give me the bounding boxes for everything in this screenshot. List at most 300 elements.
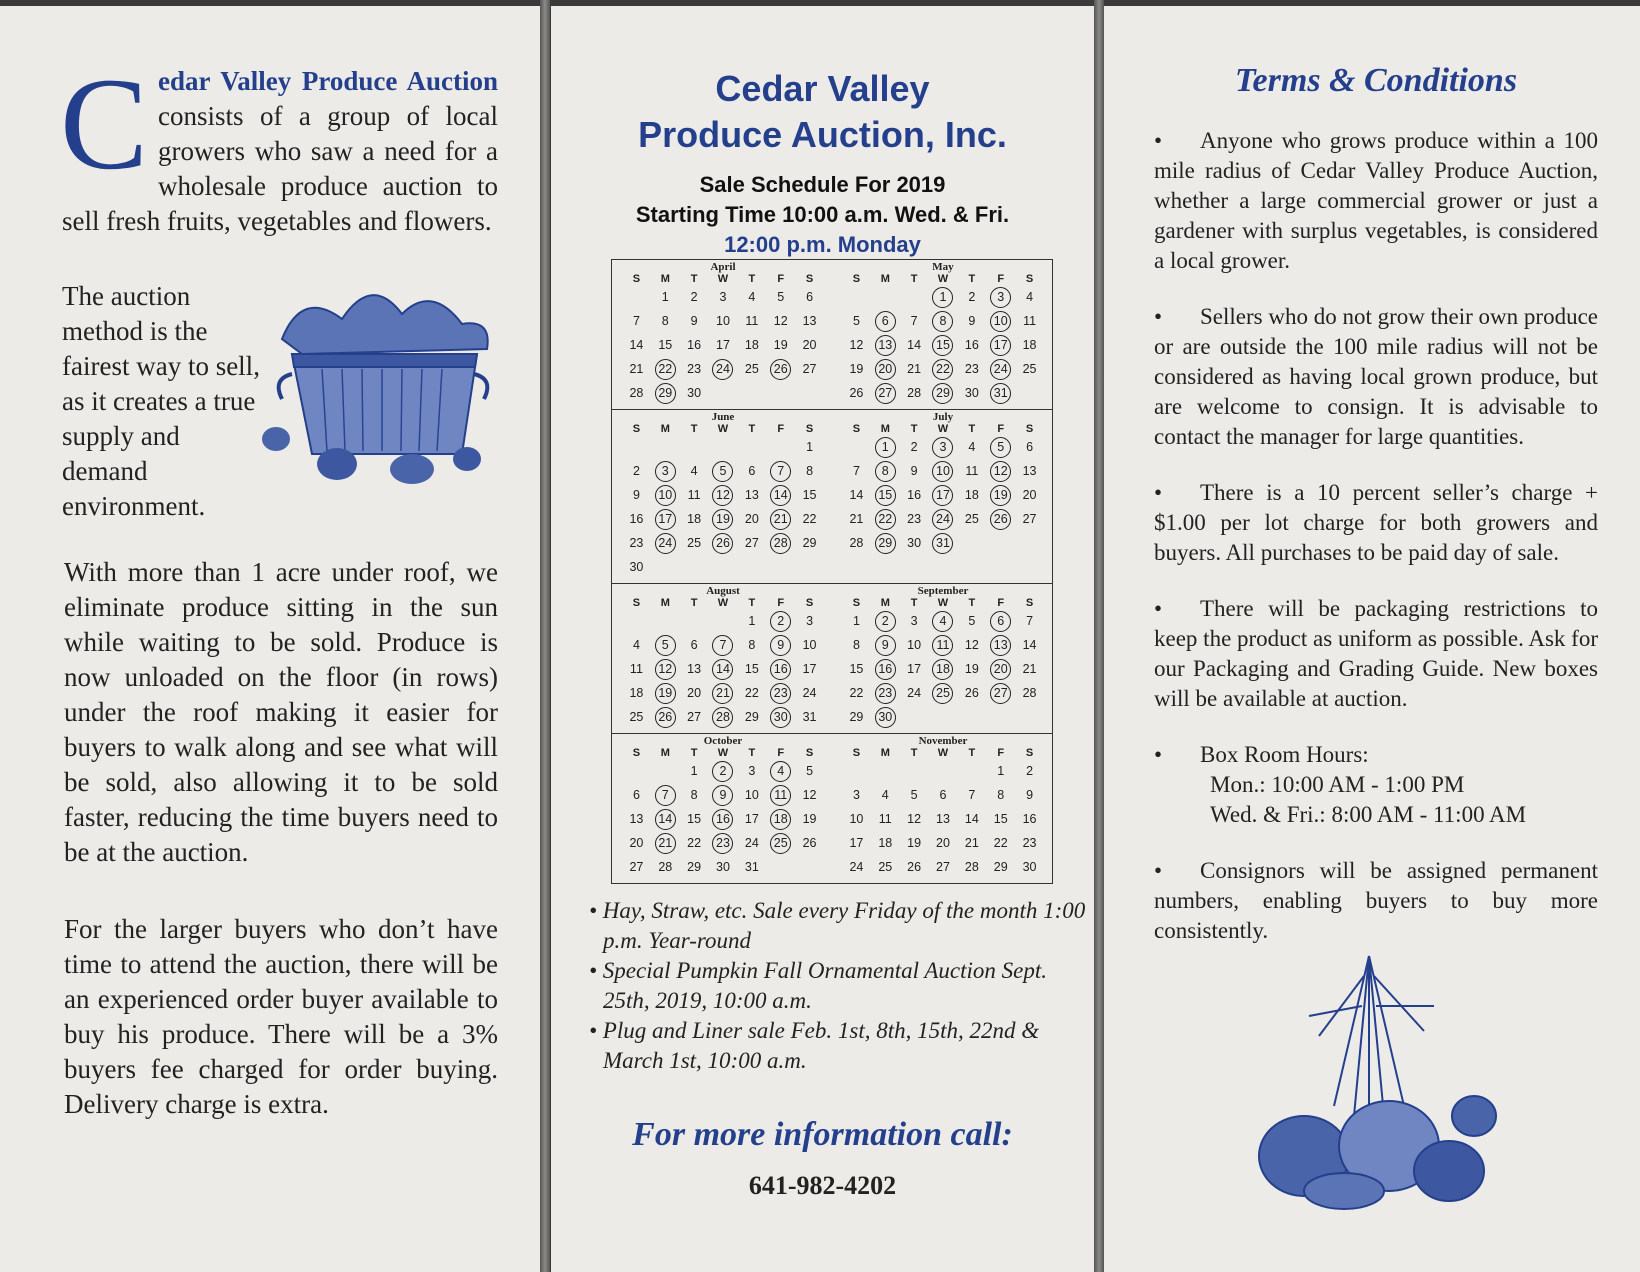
term-consignors <box>1154 856 1598 946</box>
calendar-day: 18 <box>1022 338 1037 352</box>
calendar-day: 5 <box>777 290 785 304</box>
calendar-day: 27 <box>1022 512 1037 526</box>
sale-day: 22 <box>651 357 680 381</box>
method-text: The auction method is the fairest way to sell, as it creates a true supply and demand environment. <box>62 281 260 521</box>
sale-day: 8 <box>929 309 958 333</box>
weekday-header: W <box>937 273 949 285</box>
calendar-day: 14 <box>629 338 644 352</box>
sale-day: 2 <box>766 609 795 633</box>
sale-day: 15 <box>929 333 958 357</box>
sale-day: 23 <box>766 681 795 705</box>
weekday-header: W <box>717 747 729 759</box>
weekday-header: S <box>1025 747 1034 759</box>
corn-shock-pumpkins-icon <box>1234 946 1504 1216</box>
month-name: May <box>932 261 954 273</box>
calendar-day: 28 <box>658 860 673 874</box>
weekday-header: F <box>997 597 1005 609</box>
weekday-header: T <box>748 273 756 285</box>
hours-wed-fri: Wed. & Fri.: 8:00 AM - 11:00 AM <box>1210 802 1527 827</box>
calendar-day: 5 <box>806 764 814 778</box>
sale-day: 6 <box>871 309 900 333</box>
weekday-header: T <box>910 597 918 609</box>
calendar-day: 1 <box>690 764 698 778</box>
sale-day: 7 <box>651 783 680 807</box>
empty-day <box>871 285 900 309</box>
start-time: Starting Time 10:00 a.m. Wed. & Fri. <box>635 202 1010 227</box>
calendar-day: 13 <box>936 812 950 826</box>
calendar-day: 27 <box>687 710 702 724</box>
sale-day: 5 <box>709 459 738 483</box>
weekday-header: T <box>968 273 976 285</box>
calendar-day: 12 <box>773 314 788 328</box>
calendar-day: 11 <box>878 812 892 826</box>
sale-day: 10 <box>986 309 1015 333</box>
sale-day: 18 <box>929 657 958 681</box>
month-june <box>612 410 832 583</box>
calendar-day: 7 <box>968 788 976 802</box>
calendar-day: 24 <box>849 860 864 874</box>
calendar-day: 20 <box>1022 488 1037 502</box>
hours-monday: Mon.: 10:00 AM - 1:00 PM <box>1210 772 1465 797</box>
calendar-day: 19 <box>773 338 788 352</box>
sale-day: 9 <box>766 633 795 657</box>
sale-day: 3 <box>929 435 958 459</box>
term-text: Sellers who do not grow their own produce or are outside the 100 mile radius will not be considered as having local grown produce, but are welcome to consign. It is advisable to contact the manager for large quantities. <box>1154 304 1598 449</box>
calendar-day: 16 <box>907 488 922 502</box>
empty-day <box>929 759 958 783</box>
calendar-day: 20 <box>936 836 950 850</box>
weekday-header: S <box>852 597 861 609</box>
sale-day: 16 <box>871 657 900 681</box>
calendar-day: 27 <box>936 860 950 874</box>
calendar-day: 25 <box>878 860 893 874</box>
sale-day: 14 <box>709 657 738 681</box>
calendar-day: 21 <box>629 362 644 376</box>
calendar-day: 13 <box>629 812 644 826</box>
calendar-day: 30 <box>629 560 644 574</box>
title-line-1: Cedar Valley <box>715 68 930 109</box>
calendar-day: 14 <box>1022 638 1037 652</box>
weekday-header: T <box>690 273 698 285</box>
produce-basket-icon <box>262 279 502 499</box>
calendar-day: 6 <box>632 788 640 802</box>
calendar-day: 9 <box>690 314 698 328</box>
weekday-header: M <box>880 597 890 609</box>
more-info-heading: For more information call: <box>632 1116 1013 1153</box>
calendar-day: 8 <box>661 314 669 328</box>
sale-day: 22 <box>871 507 900 531</box>
calendar-day: 25 <box>1022 362 1037 376</box>
sale-day: 9 <box>709 783 738 807</box>
schedule-header <box>551 170 1094 260</box>
calendar-day: 11 <box>745 314 759 328</box>
calendar-day: 24 <box>802 686 817 700</box>
calendar-day: 7 <box>1026 614 1034 628</box>
calendar-day: 23 <box>964 362 979 376</box>
calendar-day: 2 <box>968 290 976 304</box>
calendar-day: 1 <box>661 290 669 304</box>
bullet: • <box>1154 858 1163 883</box>
empty-day <box>900 285 929 309</box>
roof-paragraph: With more than 1 acre under roof, we eliminate produce sitting in the sun while waiting to be sold. Produce is now unloaded on the floor (in rows) under the roof making it easier for buyers to walk along and see what will be sold, also allowing it to be sold faster, reducing the time buyers need to be at the auction. <box>64 557 498 867</box>
calendar-day: 16 <box>964 338 979 352</box>
calendar-day: 4 <box>748 290 756 304</box>
calendar-day: 25 <box>964 512 979 526</box>
calendar-day: 4 <box>632 638 640 652</box>
sale-day: 19 <box>986 483 1015 507</box>
weekday-header: F <box>777 423 785 435</box>
bullet: • <box>1154 480 1163 505</box>
sale-day: 7 <box>709 633 738 657</box>
weekday-header: T <box>968 423 976 435</box>
weekday-header: T <box>690 597 698 609</box>
weekday-header: M <box>880 423 890 435</box>
calendar-day: 9 <box>1026 788 1034 802</box>
sale-day: 21 <box>651 831 680 855</box>
calendar-day: 6 <box>690 638 698 652</box>
calendar-day: 1 <box>806 440 814 454</box>
calendar-day: 13 <box>802 314 817 328</box>
calendar-day: 29 <box>744 710 759 724</box>
sale-day: 23 <box>871 681 900 705</box>
calendar-day: 15 <box>687 812 702 826</box>
month-may <box>832 260 1052 409</box>
empty-day <box>842 759 871 783</box>
calendar-day: 19 <box>964 662 979 676</box>
weekday-header: T <box>968 597 976 609</box>
term-item <box>1154 302 1598 452</box>
calendar-day: 15 <box>993 812 1008 826</box>
calendar-day: 12 <box>907 812 922 826</box>
sale-day: 24 <box>651 531 680 555</box>
sale-day: 16 <box>766 657 795 681</box>
sale-day: 8 <box>871 459 900 483</box>
sale-day: 16 <box>709 807 738 831</box>
sale-day: 17 <box>986 333 1015 357</box>
sale-calendar <box>611 259 1053 884</box>
sale-day: 11 <box>929 633 958 657</box>
sale-day: 12 <box>709 483 738 507</box>
empty-day <box>709 435 738 459</box>
weekday-header: M <box>880 273 890 285</box>
weekday-header: T <box>748 423 756 435</box>
calendar-day: 5 <box>852 314 860 328</box>
sale-note: • Plug and Liner sale Feb. 1st, 8th, 15th, 22nd & March 1st, 10:00 a.m. <box>589 1018 1040 1073</box>
schedule-title: Sale Schedule For 2019 <box>699 172 946 197</box>
calendar-day: 9 <box>968 314 976 328</box>
calendar-day: 27 <box>744 536 759 550</box>
term-item <box>1154 594 1598 714</box>
empty-day <box>622 759 651 783</box>
month-name: July <box>932 411 954 423</box>
sale-day: 30 <box>871 705 900 729</box>
sale-day: 14 <box>651 807 680 831</box>
calendar-day: 22 <box>849 686 864 700</box>
calendar-day: 30 <box>1022 860 1037 874</box>
sale-day: 23 <box>709 831 738 855</box>
calendar-day: 6 <box>806 290 814 304</box>
intro-title: edar Valley Produce Auction <box>158 66 498 96</box>
calendar-day: 30 <box>964 386 979 400</box>
calendar-day: 4 <box>690 464 698 478</box>
calendar-day: 14 <box>849 488 864 502</box>
sale-day: 27 <box>986 681 1015 705</box>
calendar-day: 21 <box>849 512 864 526</box>
calendar-day: 30 <box>687 386 702 400</box>
sale-day: 31 <box>929 531 958 555</box>
weekday-header: M <box>660 747 670 759</box>
term-text: Anyone who grows produce within a 100 mile radius of Cedar Valley Produce Auction, whether a large commercial grower or just a gardener with surplus vegetables, is considered a local grower. <box>1154 128 1598 273</box>
calendar-day: 25 <box>744 362 759 376</box>
sale-day: 13 <box>986 633 1015 657</box>
calendar-day: 12 <box>964 638 979 652</box>
calendar-day: 2 <box>690 290 698 304</box>
weekday-header: S <box>852 423 861 435</box>
sale-day: 30 <box>766 705 795 729</box>
calendar-day: 17 <box>802 662 817 676</box>
sale-day: 10 <box>651 483 680 507</box>
calendar-day: 20 <box>802 338 817 352</box>
weekday-header: F <box>997 747 1005 759</box>
weekday-header: S <box>632 423 641 435</box>
sale-day: 7 <box>766 459 795 483</box>
weekday-header: M <box>660 597 670 609</box>
sale-day: 22 <box>929 357 958 381</box>
calendar-day: 15 <box>744 662 759 676</box>
calendar-day: 18 <box>629 686 644 700</box>
calendar-day: 24 <box>744 836 759 850</box>
weekday-header: S <box>805 273 814 285</box>
weekday-header: S <box>852 747 861 759</box>
empty-day <box>871 759 900 783</box>
month-name: April <box>710 261 736 273</box>
sale-day: 18 <box>766 807 795 831</box>
calendar-day: 29 <box>687 860 702 874</box>
month-name: August <box>706 585 740 597</box>
intro-text: consists of a group of local growers who saw a need for a wholesale produce auction to sell fresh fruits, vegetables and flowers. <box>62 101 498 236</box>
calendar-day: 26 <box>964 686 979 700</box>
calendar-day: 14 <box>907 338 922 352</box>
calendar-day: 22 <box>993 836 1008 850</box>
calendar-day: 9 <box>632 488 640 502</box>
weekday-header: T <box>968 747 976 759</box>
term-item <box>1154 126 1598 276</box>
calendar-day: 10 <box>849 812 864 826</box>
sale-day: 15 <box>871 483 900 507</box>
sale-day: 29 <box>871 531 900 555</box>
calendar-day: 16 <box>1022 812 1037 826</box>
sale-day: 3 <box>986 285 1015 309</box>
calendar-day: 20 <box>629 836 644 850</box>
sale-day: 21 <box>709 681 738 705</box>
calendar-day: 12 <box>849 338 864 352</box>
sale-day: 26 <box>986 507 1015 531</box>
calendar-day: 23 <box>1022 836 1037 850</box>
calendar-day: 17 <box>744 812 759 826</box>
weekday-header: S <box>805 747 814 759</box>
buyers-paragraph: For the larger buyers who don’t have time to attend the auction, there will be an experienced order buyer available to buy his produce. There will be a 3% buyers fee charged for order buying. Delivery charge is extra. <box>64 914 498 1119</box>
month-name: September <box>917 585 969 597</box>
weekday-header: T <box>748 747 756 759</box>
calendar-day: 26 <box>907 860 922 874</box>
month-july <box>832 410 1052 583</box>
calendar-day: 1 <box>748 614 756 628</box>
calendar-day: 4 <box>881 788 889 802</box>
calendar-day: 19 <box>849 362 864 376</box>
calendar-row <box>612 260 1052 410</box>
weekday-header: W <box>717 597 729 609</box>
empty-day <box>737 435 766 459</box>
calendar-day: 16 <box>687 338 702 352</box>
calendar-day: 27 <box>629 860 644 874</box>
calendar-day: 28 <box>629 386 644 400</box>
sale-day: 25 <box>929 681 958 705</box>
intro-paragraph <box>60 50 498 239</box>
weekday-header: S <box>805 423 814 435</box>
sale-day: 28 <box>709 705 738 729</box>
calendar-row <box>612 410 1052 584</box>
calendar-day: 23 <box>687 362 702 376</box>
calendar-day: 4 <box>968 440 976 454</box>
sale-day: 1 <box>871 435 900 459</box>
calendar-day: 11 <box>629 662 643 676</box>
weekday-header: M <box>660 423 670 435</box>
month-name: November <box>918 735 968 747</box>
calendar-day: 3 <box>910 614 918 628</box>
calendar-day: 8 <box>690 788 698 802</box>
sale-day: 1 <box>929 285 958 309</box>
sale-day: 26 <box>766 357 795 381</box>
calendar-day: 21 <box>964 836 979 850</box>
box-room-hours <box>1154 740 1598 830</box>
sale-day: 27 <box>871 381 900 405</box>
weekday-header: T <box>690 747 698 759</box>
weekday-header: W <box>717 423 729 435</box>
sale-day: 26 <box>709 531 738 555</box>
empty-day <box>842 285 871 309</box>
sale-day: 2 <box>709 759 738 783</box>
weekday-header: W <box>937 747 949 759</box>
weekday-header: W <box>937 423 949 435</box>
calendar-day: 10 <box>744 788 759 802</box>
calendar-day: 6 <box>1026 440 1034 454</box>
calendar-row <box>612 734 1052 883</box>
calendar-day: 7 <box>852 464 860 478</box>
sale-day: 29 <box>929 381 958 405</box>
weekday-header: T <box>748 597 756 609</box>
calendar-day: 10 <box>907 638 922 652</box>
empty-day <box>622 285 651 309</box>
calendar-day: 1 <box>997 764 1005 778</box>
weekday-header: S <box>632 273 641 285</box>
calendar-day: 29 <box>993 860 1008 874</box>
sale-day: 4 <box>766 759 795 783</box>
empty-day <box>709 609 738 633</box>
right-panel <box>1104 6 1640 1272</box>
sale-day: 19 <box>651 681 680 705</box>
calendar-day: 15 <box>658 338 673 352</box>
calendar-day: 10 <box>802 638 817 652</box>
bullet: • <box>1154 304 1163 329</box>
sale-day: 13 <box>871 333 900 357</box>
calendar-day: 11 <box>1023 314 1037 328</box>
calendar-day: 13 <box>687 662 702 676</box>
sale-day: 17 <box>651 507 680 531</box>
sale-day: 26 <box>651 705 680 729</box>
sale-day: 12 <box>651 657 680 681</box>
sale-day: 28 <box>766 531 795 555</box>
weekday-header: M <box>880 747 890 759</box>
calendar-day: 8 <box>997 788 1005 802</box>
calendar-day: 19 <box>907 836 922 850</box>
month-august <box>612 584 832 733</box>
calendar-day: 22 <box>687 836 702 850</box>
sale-note: • Special Pumpkin Fall Ornamental Auction Sept. 25th, 2019, 10:00 a.m. <box>589 958 1047 1013</box>
calendar-day: 2 <box>910 440 918 454</box>
weekday-header: S <box>1025 423 1034 435</box>
terms-list <box>1154 126 1598 714</box>
empty-day <box>622 609 651 633</box>
month-name: October <box>703 735 743 747</box>
term-text: There will be packaging restrictions to keep the product as uniform as possible. Ask for our Packaging and Grading Guide. New boxes will be available at auction. <box>1154 596 1598 711</box>
calendar-day: 24 <box>907 686 922 700</box>
weekday-header: S <box>805 597 814 609</box>
sale-day: 20 <box>871 357 900 381</box>
weekday-header: S <box>1025 597 1034 609</box>
calendar-day: 17 <box>849 836 864 850</box>
sale-day: 5 <box>986 435 1015 459</box>
calendar-day: 15 <box>849 662 864 676</box>
method-section <box>62 279 498 519</box>
calendar-day: 10 <box>716 314 730 328</box>
consignors-text: Consignors will be assigned permanent numbers, enabling buyers to buy more consistently. <box>1154 858 1598 943</box>
calendar-day: 23 <box>629 536 644 550</box>
sale-day: 20 <box>986 657 1015 681</box>
weekday-header: W <box>937 597 949 609</box>
calendar-day: 23 <box>907 512 922 526</box>
calendar-day: 27 <box>802 362 817 376</box>
calendar-day: 29 <box>802 536 817 550</box>
calendar-day: 28 <box>849 536 864 550</box>
calendar-day: 11 <box>687 488 701 502</box>
calendar-day: 28 <box>964 860 979 874</box>
empty-day <box>842 435 871 459</box>
calendar-day: 30 <box>716 860 730 874</box>
calendar-day: 17 <box>716 338 730 352</box>
sale-notes <box>589 896 1094 1076</box>
sale-day: 10 <box>929 459 958 483</box>
calendar-day: 5 <box>910 788 918 802</box>
sale-day: 25 <box>766 831 795 855</box>
calendar-day: 11 <box>965 464 979 478</box>
sale-day: 6 <box>986 609 1015 633</box>
month-september <box>832 584 1052 733</box>
empty-day <box>766 435 795 459</box>
calendar-day: 15 <box>802 488 817 502</box>
calendar-day: 31 <box>744 860 759 874</box>
fold-left <box>540 0 550 1272</box>
sale-day: 3 <box>651 459 680 483</box>
weekday-header: S <box>852 273 861 285</box>
calendar-day: 29 <box>849 710 864 724</box>
sale-day: 29 <box>651 381 680 405</box>
calendar-day: 6 <box>748 464 756 478</box>
sale-day: 11 <box>766 783 795 807</box>
calendar-day: 3 <box>719 290 727 304</box>
calendar-day: 28 <box>907 386 922 400</box>
calendar-day: 17 <box>907 662 922 676</box>
weekday-header: M <box>660 273 670 285</box>
